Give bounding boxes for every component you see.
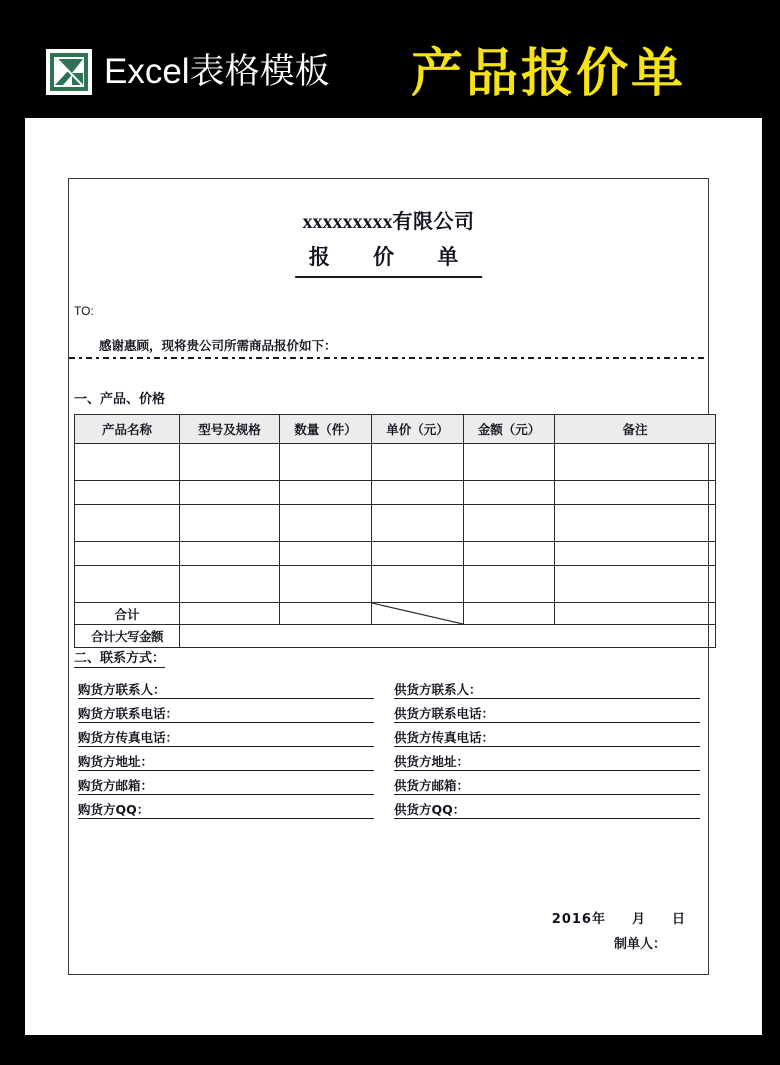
quotation-document: [68, 178, 709, 975]
contact-row: [69, 703, 708, 727]
cell-model-spec[interactable]: [180, 505, 280, 542]
cell-amount[interactable]: [464, 481, 555, 505]
total-remark[interactable]: [555, 603, 716, 625]
top-banner: [0, 0, 780, 118]
buyer-email-field[interactable]: [78, 775, 374, 795]
col-header-unit-price: 单价（元）: [372, 415, 464, 444]
supplier-address-label: 供货方地址：: [394, 754, 470, 769]
cell-unit-price[interactable]: [372, 505, 464, 542]
cell-unit-price[interactable]: [372, 444, 464, 481]
buyer-qq-label: 购货方QQ：: [78, 802, 150, 817]
table-row[interactable]: [75, 505, 716, 542]
document-title: 报 价 单: [295, 241, 483, 278]
supplier-fax-label: 供货方传真电话：: [394, 730, 495, 745]
buyer-email-label: 购货方邮箱：: [78, 778, 154, 793]
col-header-amount: 金额（元）: [464, 415, 555, 444]
supplier-phone-label: 供货方联系电话：: [394, 706, 495, 721]
products-table-wrap: [74, 414, 716, 648]
supplier-email-label: 供货方邮箱：: [394, 778, 470, 793]
cell-model-spec[interactable]: [180, 542, 280, 566]
date-day: 日: [671, 912, 686, 927]
buyer-phone-label: 购货方联系电话：: [78, 706, 179, 721]
banner-title: 产品报价单: [411, 44, 687, 104]
buyer-qq-field[interactable]: [78, 799, 374, 819]
brand-text: Excel表格模板: [104, 52, 330, 91]
cell-amount[interactable]: [464, 542, 555, 566]
cell-quantity[interactable]: [280, 444, 372, 481]
cell-remark[interactable]: [555, 566, 716, 603]
cell-product-name[interactable]: [75, 444, 180, 481]
section-heading-contacts: 二、联系方式：: [74, 647, 165, 668]
paper-sheet: [25, 118, 762, 1035]
cell-amount[interactable]: [464, 566, 555, 603]
buyer-phone-field[interactable]: [78, 703, 374, 723]
cell-product-name[interactable]: [75, 542, 180, 566]
greeting-text: 感谢惠顾，现将贵公司所需商品报价如下：: [99, 338, 337, 353]
cell-product-name[interactable]: [75, 566, 180, 603]
contacts-block: [69, 679, 708, 823]
supplier-qq-field[interactable]: [394, 799, 700, 819]
section-heading-products: 一、产品、价格: [74, 392, 166, 407]
buyer-address-field[interactable]: [78, 751, 374, 771]
total-unit-price-struck: [372, 603, 464, 625]
cell-product-name[interactable]: [75, 505, 180, 542]
cell-unit-price[interactable]: [372, 481, 464, 505]
supplier-phone-field[interactable]: [394, 703, 700, 723]
cell-quantity[interactable]: [280, 505, 372, 542]
amount-in-words-value[interactable]: [180, 625, 716, 648]
col-header-remark: 备注: [555, 415, 716, 444]
date-year: 2016年: [551, 912, 606, 927]
maker-label: 制单人：: [613, 937, 666, 952]
excel-logo-icon: [46, 49, 92, 95]
supplier-contact-person-label: 供货方联系人：: [394, 682, 482, 697]
supplier-email-field[interactable]: [394, 775, 700, 795]
company-name: [69, 205, 708, 234]
cell-unit-price[interactable]: [372, 566, 464, 603]
contact-row: [69, 679, 708, 703]
cell-model-spec[interactable]: [180, 444, 280, 481]
total-label-cell: 合计: [75, 603, 180, 625]
cell-remark[interactable]: [555, 444, 716, 481]
diagonal-strike-icon: [372, 603, 463, 624]
amount-in-words-row[interactable]: [75, 625, 716, 648]
cell-amount[interactable]: [464, 444, 555, 481]
company-name-placeholder-x: xxxxxxxxx: [302, 211, 393, 233]
cell-unit-price[interactable]: [372, 542, 464, 566]
table-row[interactable]: [75, 566, 716, 603]
contact-row: [69, 727, 708, 751]
col-header-quantity: 数量（件）: [280, 415, 372, 444]
table-row[interactable]: [75, 444, 716, 481]
cell-remark[interactable]: [555, 481, 716, 505]
table-header-row: [75, 415, 716, 444]
cell-product-name[interactable]: [75, 481, 180, 505]
buyer-fax-field[interactable]: [78, 727, 374, 747]
cell-remark[interactable]: [555, 505, 716, 542]
contact-row: [69, 775, 708, 799]
cell-model-spec[interactable]: [180, 566, 280, 603]
company-name-suffix: 有限公司: [392, 209, 475, 233]
buyer-fax-label: 购货方传真电话：: [78, 730, 179, 745]
total-model-spec[interactable]: [180, 603, 280, 625]
table-row[interactable]: [75, 542, 716, 566]
products-table: [74, 414, 716, 648]
cell-quantity[interactable]: [280, 481, 372, 505]
buyer-contact-person-label: 购货方联系人：: [78, 682, 166, 697]
table-total-row[interactable]: [75, 603, 716, 625]
col-header-product-name: 产品名称: [75, 415, 180, 444]
buyer-contact-person-field[interactable]: [78, 679, 374, 699]
cell-model-spec[interactable]: [180, 481, 280, 505]
total-amount[interactable]: [464, 603, 555, 625]
amount-in-words-label: 合计大写金额: [75, 625, 180, 648]
col-header-model-spec: 型号及规格: [180, 415, 280, 444]
supplier-fax-field[interactable]: [394, 727, 700, 747]
to-label: TO:: [74, 304, 94, 318]
supplier-qq-label: 供货方QQ：: [394, 802, 466, 817]
buyer-address-label: 购货方地址：: [78, 754, 154, 769]
cell-quantity[interactable]: [280, 566, 372, 603]
cell-remark[interactable]: [555, 542, 716, 566]
brand-block: [46, 49, 330, 95]
cell-quantity[interactable]: [280, 542, 372, 566]
contact-row: [69, 751, 708, 775]
dash-dot-divider: [69, 357, 708, 359]
contact-row: [69, 799, 708, 823]
supplier-address-field[interactable]: [394, 751, 700, 771]
table-row[interactable]: [75, 481, 716, 505]
date-line: [552, 908, 686, 927]
total-quantity[interactable]: [280, 603, 372, 625]
cell-amount[interactable]: [464, 505, 555, 542]
date-month: 月: [631, 912, 646, 927]
supplier-contact-person-field[interactable]: [394, 679, 700, 699]
